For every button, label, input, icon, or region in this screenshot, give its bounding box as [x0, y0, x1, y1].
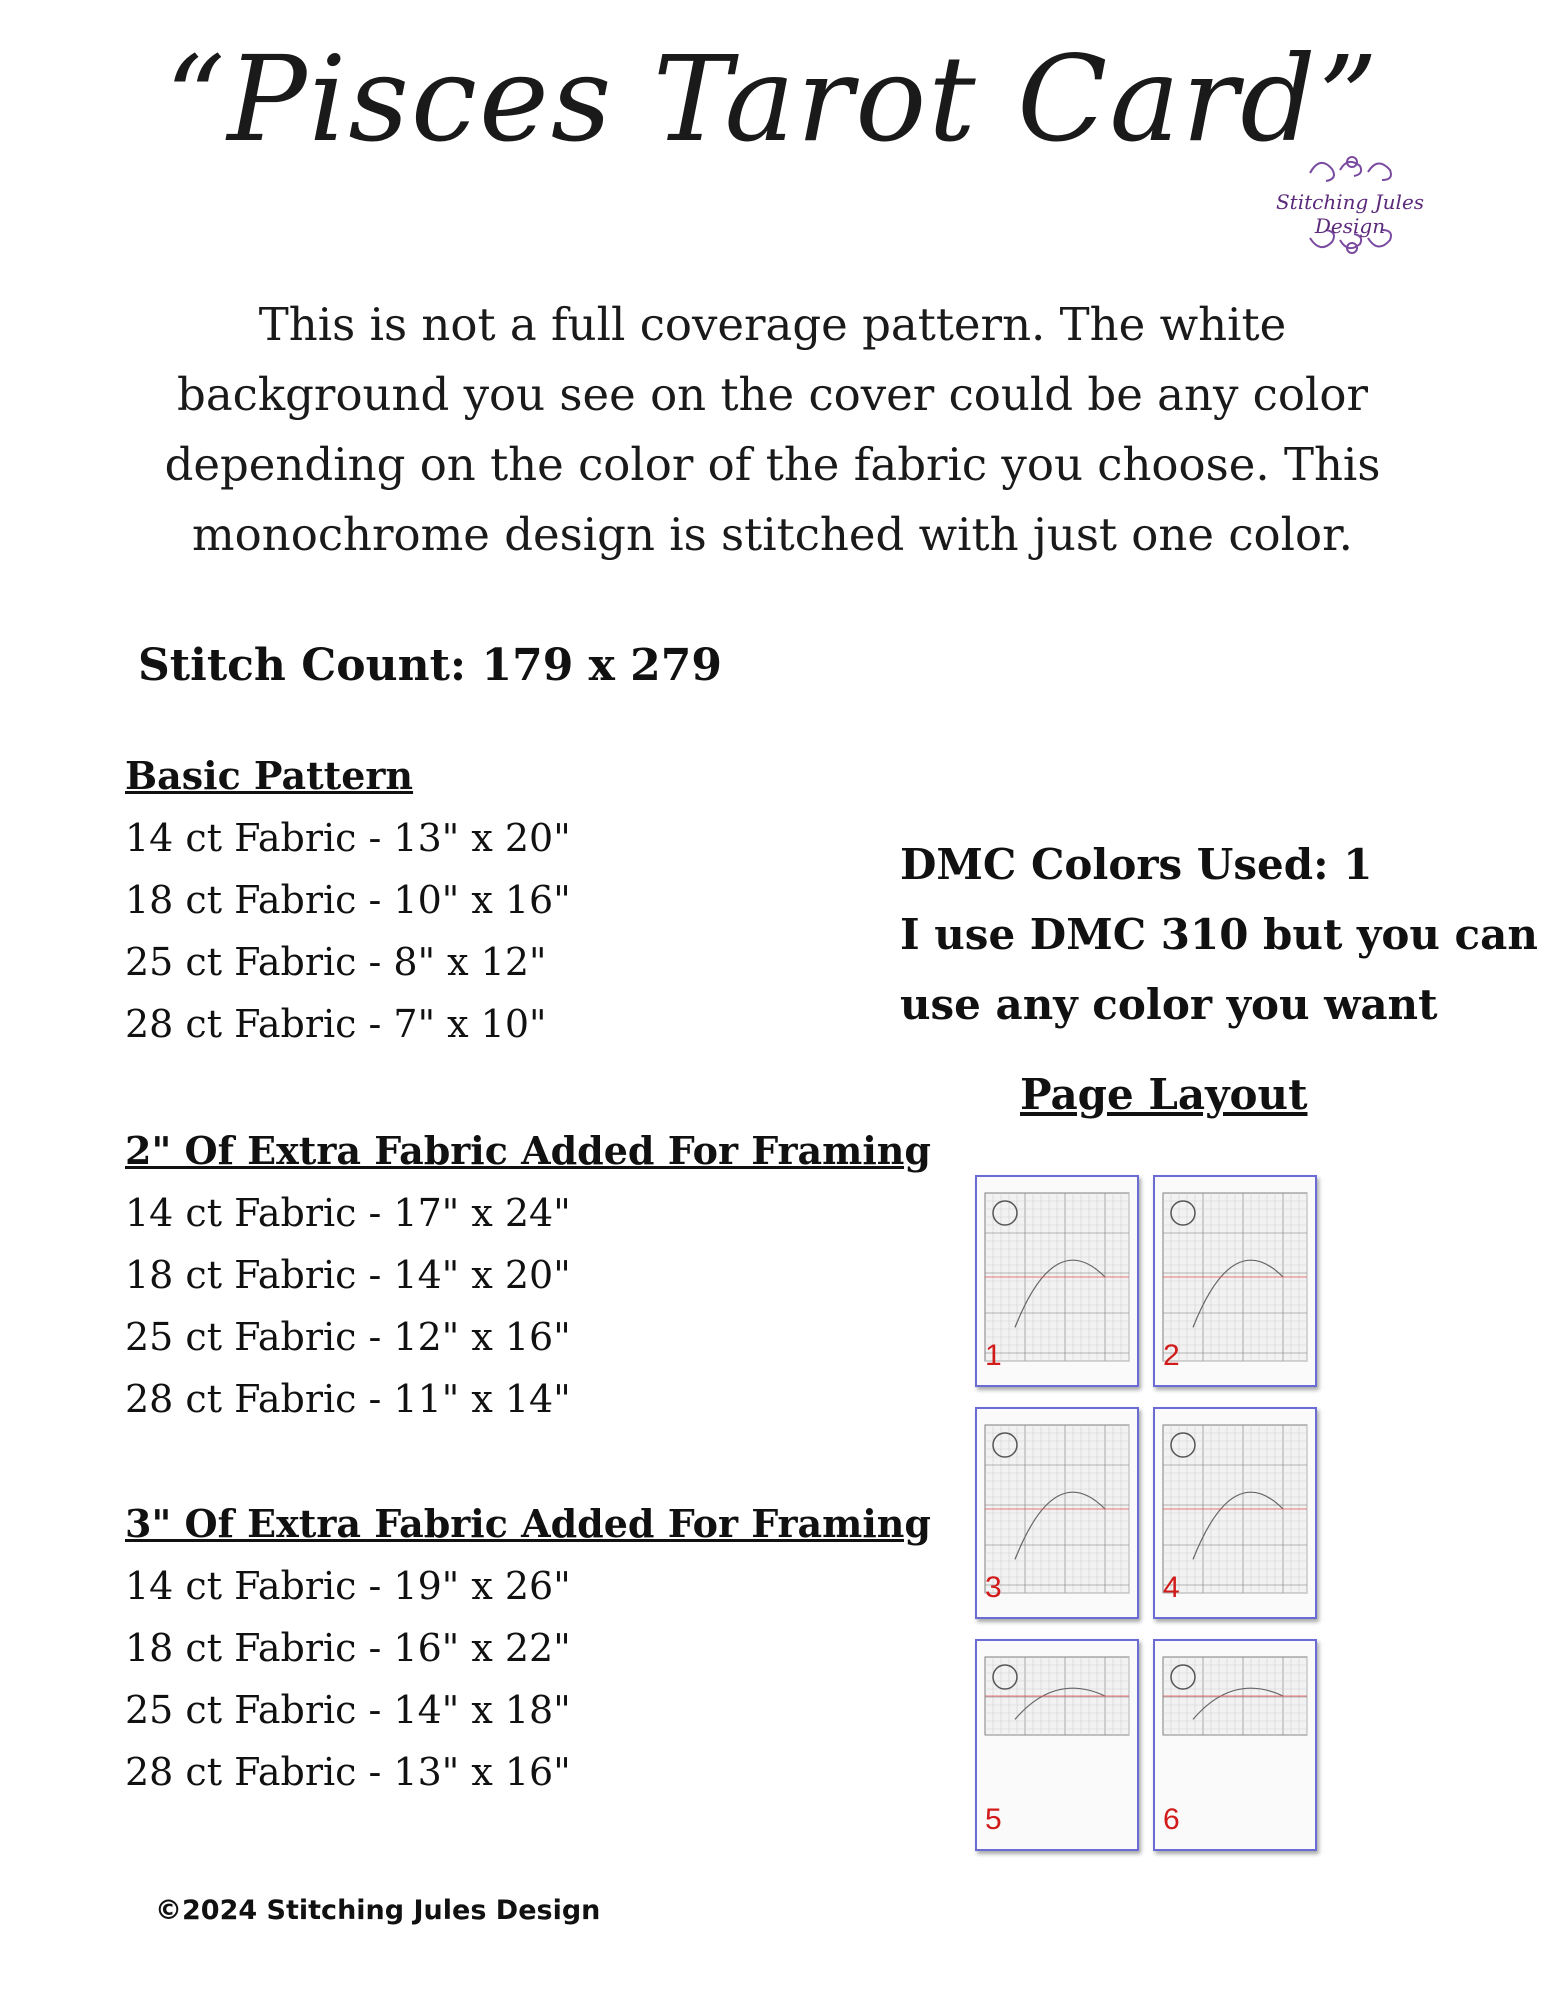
page-number: 3 — [985, 1571, 1002, 1604]
section-heading: 3" Of Extra Fabric Added For Framing — [125, 1501, 931, 1546]
page-thumbnail — [975, 1639, 1139, 1851]
dmc-colors-info — [900, 830, 1538, 1040]
page-thumbnail — [975, 1407, 1139, 1619]
page-number: 2 — [1163, 1339, 1180, 1372]
page-number: 1 — [985, 1339, 1002, 1372]
extra-2in-section — [125, 1120, 931, 1430]
basic-pattern-section — [125, 745, 571, 1055]
copyright-notice: ©2024 Stitching Jules Design — [155, 1895, 601, 1926]
brand-logo — [1240, 148, 1460, 268]
fabric-size-line: 18 ct Fabric - 14" x 20" — [125, 1253, 571, 1297]
page-thumbnail — [1153, 1175, 1317, 1387]
fabric-size-line: 28 ct Fabric - 7" x 10" — [125, 1002, 547, 1046]
fabric-size-line: 28 ct Fabric - 11" x 14" — [125, 1377, 571, 1421]
logo-text: Stitching Jules Design — [1275, 190, 1425, 238]
page-thumbnail — [1153, 1407, 1317, 1619]
fabric-size-line: 25 ct Fabric - 8" x 12" — [125, 940, 547, 984]
page-title: “Pisces Tarot Card” — [164, 30, 1381, 168]
fabric-size-line: 18 ct Fabric - 10" x 16" — [125, 878, 571, 922]
section-heading: 2" Of Extra Fabric Added For Framing — [125, 1128, 931, 1173]
page-number: 4 — [1163, 1571, 1180, 1604]
fabric-size-line: 25 ct Fabric - 14" x 18" — [125, 1688, 571, 1732]
page-number: 6 — [1163, 1803, 1180, 1836]
dmc-note-line: I use DMC 310 but you can — [900, 910, 1538, 959]
section-heading: Basic Pattern — [125, 753, 414, 798]
page-number: 5 — [985, 1803, 1002, 1836]
dmc-note-line: use any color you want — [900, 980, 1438, 1029]
intro-paragraph: This is not a full coverage pattern. The white background you see on the cover could be any color depending on the color of the fabric you choose. This monochrome design is stitched with just one color. — [164, 298, 1381, 561]
fabric-size-line: 18 ct Fabric - 16" x 22" — [125, 1626, 571, 1670]
stitch-count: Stitch Count: 179 x 279 — [138, 640, 723, 691]
extra-3in-section — [125, 1493, 931, 1803]
page-thumbnail — [1153, 1639, 1317, 1851]
fabric-size-line: 28 ct Fabric - 13" x 16" — [125, 1750, 571, 1794]
page-thumbnail — [975, 1175, 1139, 1387]
dmc-colors-used: DMC Colors Used: 1 — [900, 840, 1373, 889]
fabric-size-line: 14 ct Fabric - 19" x 26" — [125, 1564, 571, 1608]
fabric-size-line: 25 ct Fabric - 12" x 16" — [125, 1315, 571, 1359]
page-layout-title: Page Layout — [1020, 1070, 1308, 1119]
fabric-size-line: 14 ct Fabric - 13" x 20" — [125, 816, 571, 860]
fabric-size-line: 14 ct Fabric - 17" x 24" — [125, 1191, 571, 1235]
page-layout-grid — [975, 1175, 1325, 1855]
